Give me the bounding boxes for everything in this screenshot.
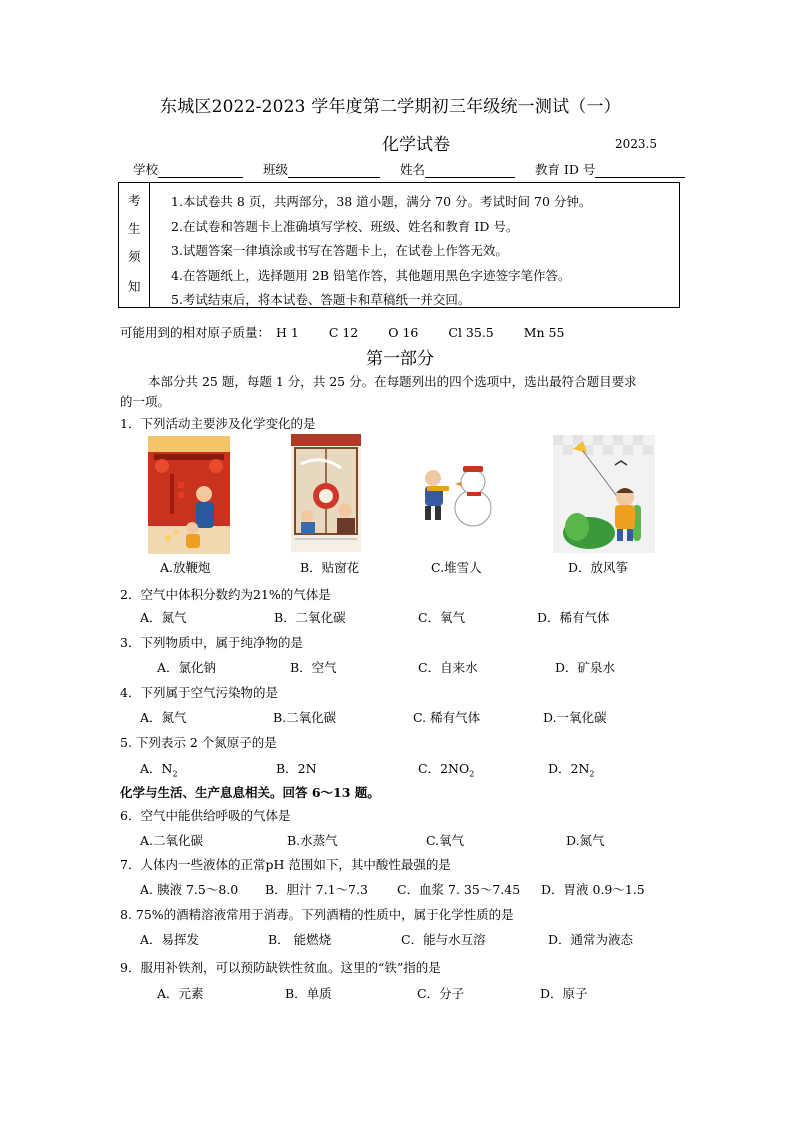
q5-option-b-text: B．2N bbox=[276, 761, 317, 776]
q8-option-d[interactable]: D．通常为液态 bbox=[548, 932, 634, 947]
q6-option-a[interactable]: A.二氧化碳 bbox=[140, 833, 204, 848]
q3-option-b[interactable]: B．空气 bbox=[290, 660, 337, 675]
notice-head-char: 须 bbox=[128, 249, 141, 264]
atomic-mass-label: 可能用到的相对原子质量： bbox=[120, 325, 271, 340]
notice-item: 3.试题答案一律填涂或书写在答题卡上，在试卷上作答无效。 bbox=[171, 243, 508, 258]
notice-item: 5.考试结束后，将本试卷、答题卡和草稿纸一并交回。 bbox=[171, 292, 471, 307]
notice-item: 4.在答题纸上，选择题用 2B 铅笔作答，其他题用黑色字迹签字笔作答。 bbox=[171, 267, 571, 283]
exam-date: 2023.5 bbox=[615, 137, 657, 151]
q1-option-a[interactable]: A.放鞭炮 bbox=[160, 560, 211, 575]
q3-option-a[interactable]: A．氯化钠 bbox=[157, 660, 217, 675]
q3-option-c[interactable]: C．自来水 bbox=[418, 660, 478, 675]
question-5-stem: 5. 下列表示 2 个氮原子的是 bbox=[120, 735, 277, 750]
q4-option-d[interactable]: D.一氧化碳 bbox=[543, 710, 607, 725]
field-name-label: 姓名 bbox=[399, 162, 425, 177]
field-school-label: 学校 bbox=[133, 162, 159, 177]
kite-illustration bbox=[553, 435, 655, 553]
part1-title: 第一部分 bbox=[366, 349, 434, 369]
exam-subtitle: 化学试卷 bbox=[382, 135, 450, 155]
student-info-row bbox=[133, 160, 678, 178]
q9-option-d[interactable]: D．原子 bbox=[540, 986, 588, 1001]
question-2-stem: 2．空气中体积分数约为21%的气体是 bbox=[120, 587, 331, 602]
field-class-blank[interactable] bbox=[288, 165, 380, 178]
question-9-stem: 9．服用补铁剂，可以预防缺铁性贫血。这里的“铁”指的是 bbox=[120, 960, 441, 975]
q2-option-a[interactable]: A．氮气 bbox=[140, 610, 187, 625]
part1-intro-cont: 的一项。 bbox=[120, 394, 171, 409]
q5-option-a-text: A．N bbox=[140, 761, 173, 776]
question-3-stem: 3．下列物质中，属于纯净物的是 bbox=[120, 635, 303, 650]
notice-item: 2.在试卷和答题卡上准确填写学校、班级、姓名和教育 ID 号。 bbox=[171, 218, 519, 234]
q9-option-c[interactable]: C．分子 bbox=[417, 986, 465, 1001]
q1-option-c[interactable]: C.堆雪人 bbox=[431, 560, 482, 575]
atomic-mass-line bbox=[120, 323, 564, 341]
q7-option-c[interactable]: C．血浆 7. 35～7.45 bbox=[397, 882, 521, 897]
firecracker-illustration bbox=[148, 436, 230, 554]
field-id-label: 教育 ID 号 bbox=[534, 162, 596, 177]
q4-option-c[interactable]: C. 稀有气体 bbox=[413, 710, 481, 725]
question-4-stem: 4．下列属于空气污染物的是 bbox=[120, 685, 278, 700]
q5-option-a[interactable] bbox=[140, 759, 178, 779]
q2-option-d[interactable]: D．稀有气体 bbox=[537, 610, 610, 625]
q7-option-d[interactable]: D．胃液 0.9～1.5 bbox=[541, 882, 645, 897]
atomic-mass-item: O 16 bbox=[388, 325, 419, 340]
q7-option-b[interactable]: B．胆汁 7.1～7.3 bbox=[265, 882, 368, 897]
field-name-blank[interactable] bbox=[425, 165, 515, 178]
notice-item: 1.本试卷共 8 页，共两部分，38 道小题，满分 70 分。考试时间 70 分钟。 bbox=[171, 194, 592, 209]
question-7-stem: 7．人体内一些液体的正常pH 范围如下，其中酸性最强的是 bbox=[120, 857, 451, 872]
q8-option-c[interactable]: C．能与水互溶 bbox=[401, 932, 486, 947]
q5-option-c[interactable] bbox=[418, 759, 474, 779]
q5-option-c-text: C．2NO bbox=[418, 761, 470, 776]
q5-option-b[interactable] bbox=[276, 759, 317, 777]
q6-option-b[interactable]: B.水蒸气 bbox=[287, 833, 338, 848]
q5-option-d-sub: 2 bbox=[589, 769, 595, 779]
q8-option-a[interactable]: A．易挥发 bbox=[140, 932, 200, 947]
field-id-blank[interactable] bbox=[595, 165, 685, 178]
atomic-mass-item: Cl 35.5 bbox=[448, 325, 494, 340]
question-1-stem: 1．下列活动主要涉及化学变化的是 bbox=[120, 416, 316, 431]
q9-option-a[interactable]: A．元素 bbox=[157, 986, 204, 1001]
exam-title: 东城区2022-2023 学年度第二学期初三年级统一测试（一） bbox=[160, 97, 621, 117]
q7-option-a[interactable]: A. 胰液 7.5～8.0 bbox=[140, 882, 239, 897]
q1-option-b[interactable]: B．贴窗花 bbox=[300, 560, 360, 575]
group-note: 化学与生活、生产息息相关。回答 6～13 题。 bbox=[120, 785, 380, 800]
notice-head-char: 生 bbox=[128, 221, 141, 236]
notice-list bbox=[171, 190, 591, 313]
notice-box bbox=[118, 182, 680, 308]
q4-option-b[interactable]: B.二氧化碳 bbox=[273, 710, 337, 725]
question-8-stem: 8. 75%的酒精溶液常用于消毒。下列酒精的性质中，属于化学性质的是 bbox=[120, 907, 514, 922]
q5-option-a-sub: 2 bbox=[172, 769, 178, 779]
question-6-stem: 6．空气中能供给呼吸的气体是 bbox=[120, 808, 291, 823]
q1-option-d[interactable]: D．放风筝 bbox=[568, 560, 629, 575]
q5-option-d-text: D．2N bbox=[548, 761, 590, 776]
snowman-illustration bbox=[415, 460, 505, 528]
field-class-label: 班级 bbox=[262, 162, 288, 177]
atomic-mass-item: Mn 55 bbox=[523, 325, 565, 340]
paper-cutting-illustration bbox=[291, 434, 361, 552]
q4-option-a[interactable]: A．氮气 bbox=[140, 710, 187, 725]
q6-option-c[interactable]: C.氧气 bbox=[426, 833, 465, 848]
atomic-mass-item: H 1 bbox=[276, 325, 299, 340]
q2-option-b[interactable]: B．二氧化碳 bbox=[274, 610, 346, 625]
q8-option-b[interactable]: B． 能燃烧 bbox=[268, 932, 332, 947]
field-school-blank[interactable] bbox=[158, 165, 243, 178]
q2-option-c[interactable]: C．氧气 bbox=[418, 610, 466, 625]
q9-option-b[interactable]: B．单质 bbox=[285, 986, 332, 1001]
notice-head-char: 考 bbox=[128, 193, 141, 208]
q5-option-d[interactable] bbox=[548, 759, 595, 779]
notice-head bbox=[119, 183, 150, 307]
part1-intro: 本部分共 25 题，每题 1 分，共 25 分。在每题列出的四个选项中，选出最符合题目要求 bbox=[148, 374, 637, 389]
q3-option-d[interactable]: D．矿泉水 bbox=[555, 660, 616, 675]
notice-head-char: 知 bbox=[128, 279, 141, 294]
q6-option-d[interactable]: D.氮气 bbox=[566, 833, 605, 848]
q5-option-c-sub: 2 bbox=[469, 769, 475, 779]
atomic-mass-item: C 12 bbox=[328, 325, 359, 340]
